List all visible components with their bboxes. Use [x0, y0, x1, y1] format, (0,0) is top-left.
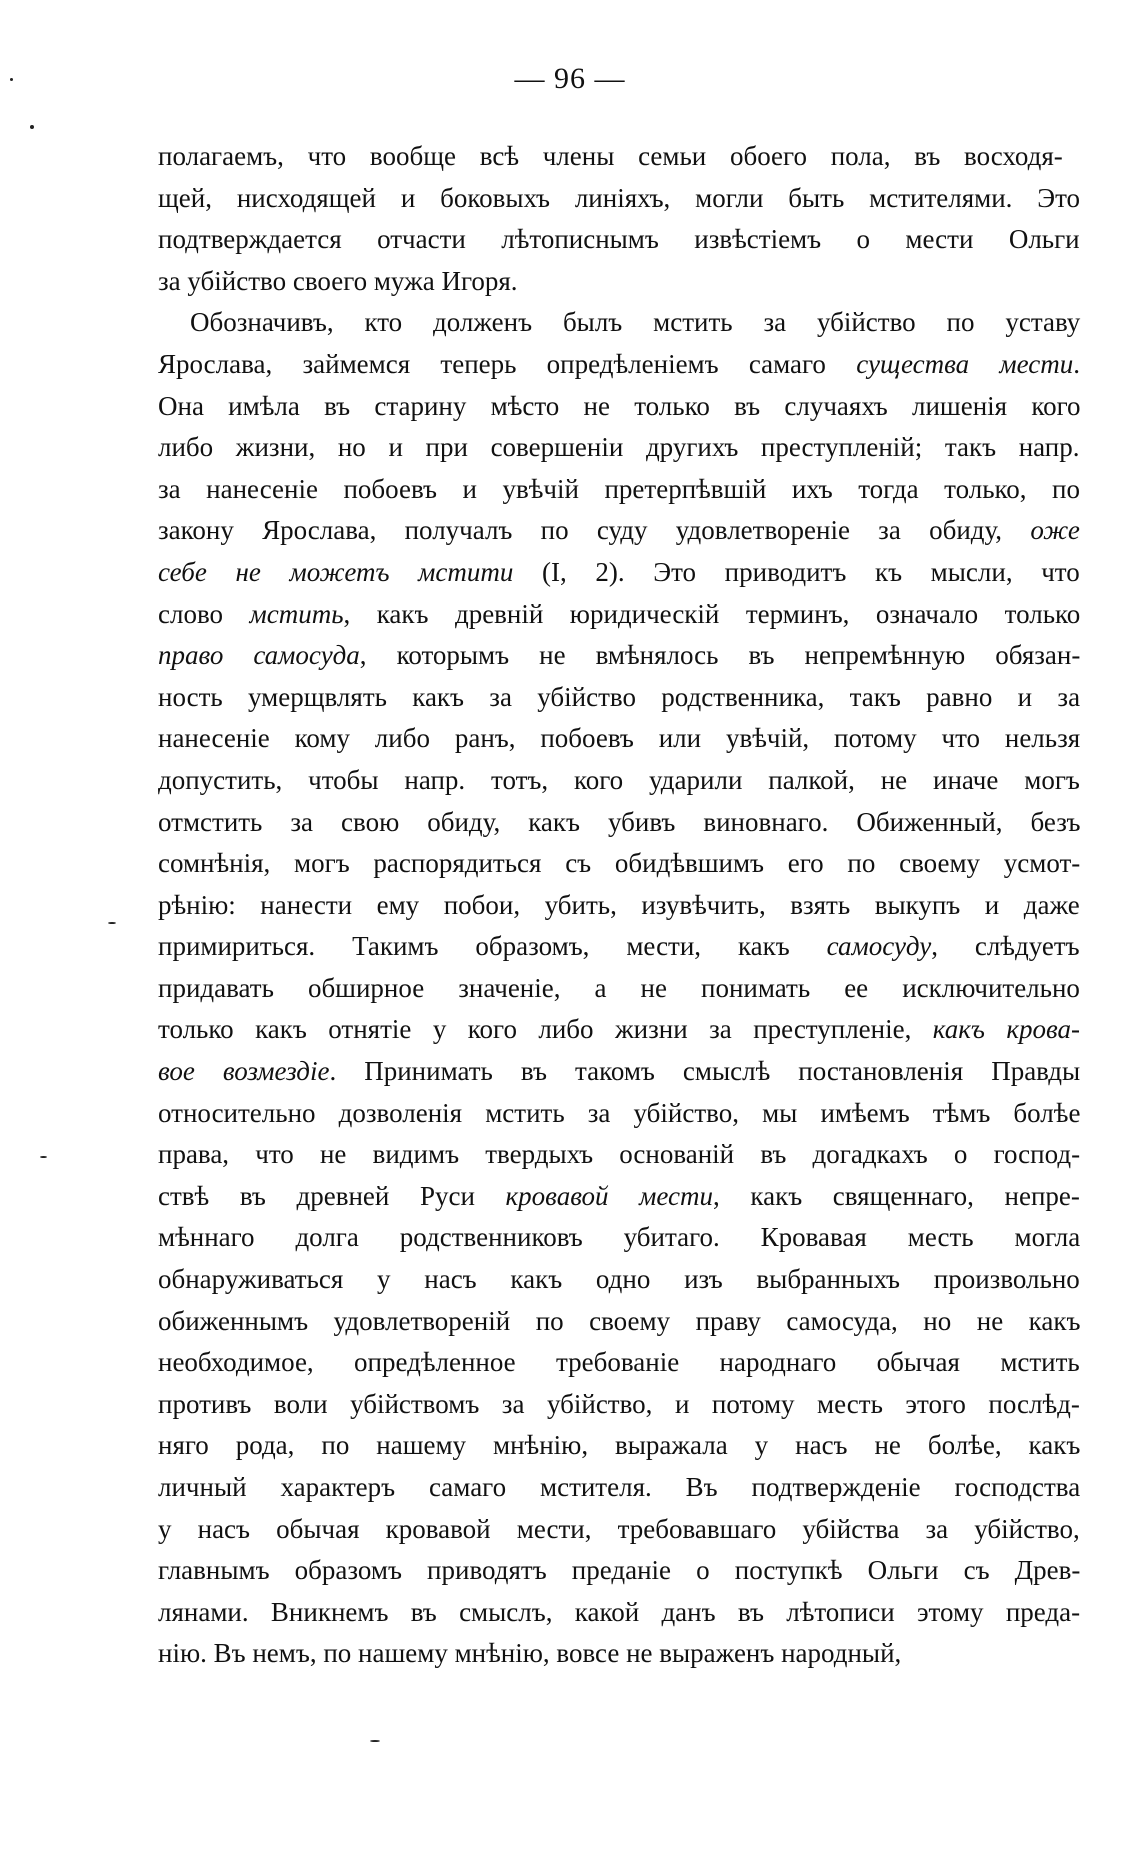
- italic-text: какъ крова-: [932, 1014, 1081, 1045]
- text-line: [158, 510, 1080, 552]
- line-content: [158, 1633, 901, 1675]
- italic-text: мстить: [249, 598, 344, 629]
- text-line: [158, 219, 1080, 261]
- text-segment: , какъ древній юридическій терминъ, означало только: [343, 598, 1081, 629]
- line-content: [158, 843, 1080, 885]
- scan-speck: [370, 1740, 380, 1742]
- line-content: [158, 594, 1080, 636]
- line-content: [158, 802, 1080, 844]
- text-segment: .: [1073, 348, 1081, 379]
- text-segment: лянами. Вникнемъ въ смыслъ, какой данъ въ лѣтописи этому преда-: [158, 1596, 1081, 1627]
- text-segment: у насъ обычая кровавой мести, требовавшаго убійства за убійство,: [158, 1513, 1080, 1544]
- line-content: [158, 469, 1080, 511]
- text-line: [158, 344, 1080, 386]
- line-content: [158, 1217, 1080, 1259]
- text-segment: придавать обширное значеніе, а не понимать ее исключительно: [158, 972, 1080, 1003]
- text-line: [158, 1592, 1080, 1634]
- text-line: [158, 552, 1080, 594]
- line-content: [158, 1051, 1080, 1093]
- text-segment: главнымъ образомъ приводятъ преданіе о поступкѣ Ольги съ Древ-: [158, 1555, 1081, 1586]
- line-content: [158, 1176, 1080, 1218]
- text-segment: примириться. Такимъ образомъ, мести, какъ: [158, 931, 827, 962]
- text-segment: мѣннаго долга родственниковъ убитаго. Кровавая месть могла: [158, 1222, 1081, 1253]
- text-line: [158, 469, 1080, 511]
- text-segment: . Принимать въ такомъ смыслѣ постановленія Правды: [329, 1056, 1081, 1087]
- text-line: [158, 968, 1080, 1010]
- text-line: [158, 926, 1080, 968]
- text-line: [158, 1134, 1080, 1176]
- text-line: [158, 1384, 1080, 1426]
- text-line: [158, 718, 1080, 760]
- text-segment: полагаемъ, что вообще всѣ члены семьи обоего пола, въ восходя-: [158, 141, 1063, 171]
- text-line: [158, 1425, 1080, 1467]
- italic-text: вое возмездіе: [158, 1056, 330, 1087]
- line-content: [158, 386, 1080, 428]
- page-number: — 96 —: [514, 62, 626, 95]
- text-segment: за убійство своего мужа Игоря.: [158, 265, 518, 296]
- line-content: [158, 178, 1080, 220]
- line-content: [158, 261, 518, 303]
- text-line: [158, 1176, 1080, 1218]
- text-segment: нію. Въ немъ, по нашему мнѣнію, вовсе не выраженъ народный,: [158, 1638, 902, 1669]
- text-segment: за нанесеніе побоевъ и увѣчій претерпѣвшій ихъ тогда только, по: [158, 473, 1081, 504]
- line-content: [190, 302, 1080, 344]
- text-segment: личный характеръ самаго мстителя. Въ подтвержденіе господства: [158, 1472, 1081, 1502]
- text-line: [158, 1633, 1080, 1675]
- text-line: [158, 261, 1080, 303]
- line-content: [158, 1550, 1080, 1592]
- line-content: [158, 1093, 1080, 1135]
- text-line: [158, 178, 1080, 220]
- scan-speck: [40, 1156, 47, 1158]
- text-segment: подтверждается отчасти лѣтописнымъ извѣстіемъ о мести Ольги: [158, 224, 1080, 255]
- italic-text: право самосуда: [158, 640, 360, 671]
- line-content: [158, 1134, 1080, 1176]
- line-content: [158, 968, 1080, 1010]
- italic-text: самосуду: [826, 931, 932, 962]
- text-line: [158, 1093, 1080, 1135]
- text-line: [158, 427, 1080, 469]
- body-text: [158, 136, 1080, 1675]
- italic-text: существа мести: [856, 348, 1074, 379]
- line-content: [158, 1384, 1080, 1426]
- text-segment: (I, 2). Это приводитъ къ мысли, что: [513, 556, 1080, 587]
- line-content: [158, 552, 1080, 594]
- text-line: [158, 1217, 1080, 1259]
- line-content: [158, 885, 1080, 927]
- text-segment: только какъ отнятіе у кого либо жизни за преступленіе,: [158, 1014, 933, 1045]
- text-segment: сомнѣнія, могъ распорядиться съ обидѣвшимъ его по своему усмот-: [158, 848, 1081, 879]
- text-segment: противъ воли убійствомъ за убійство, и потому месть этого послѣд-: [158, 1388, 1080, 1419]
- text-segment: отмстить за свою обиду, какъ убивъ виновнаго. Обиженный, безъ: [158, 806, 1081, 837]
- text-line: [158, 885, 1080, 927]
- text-segment: права, что не видимъ твердыхъ основаній въ догадкахъ о господ-: [158, 1139, 1081, 1170]
- line-content: [158, 1009, 1080, 1051]
- line-content: [158, 635, 1080, 677]
- text-segment: относительно дозволенія мстить за убійство, мы имѣемъ тѣмъ болѣе: [158, 1097, 1081, 1128]
- text-line: [158, 1509, 1080, 1551]
- text-segment: ствѣ въ древней Руси: [158, 1180, 506, 1211]
- scan-speck: [30, 125, 34, 129]
- text-line: [158, 760, 1080, 802]
- text-segment: слово: [158, 598, 250, 629]
- scan-speck: [108, 922, 116, 924]
- text-segment: , какъ священнаго, непре-: [713, 1180, 1080, 1211]
- text-line: [158, 677, 1080, 719]
- text-line: [158, 1259, 1080, 1301]
- line-content: [158, 344, 1080, 386]
- italic-text: себе не можетъ мстити: [158, 556, 514, 587]
- line-content: [158, 1467, 1080, 1509]
- text-segment: нанесеніе кому либо ранъ, побоевъ или увѣчій, потому что нельзя: [158, 723, 1081, 754]
- line-content: [158, 427, 1080, 469]
- text-line: [158, 1051, 1080, 1093]
- text-line: [158, 594, 1080, 636]
- text-segment: закону Ярослава, получалъ по суду удовлетвореніе за обиду,: [158, 515, 1031, 546]
- text-segment: няго рода, по нашему мнѣнію, выражала у насъ не болѣе, какъ: [158, 1430, 1081, 1461]
- italic-text: оже: [1030, 515, 1080, 546]
- line-content: [158, 136, 1063, 178]
- text-segment: допустить, чтобы напр. тотъ, кого ударили палкой, не иначе могъ: [158, 764, 1080, 795]
- line-content: [158, 1592, 1080, 1634]
- text-segment: обиженнымъ удовлетвореній по своему праву самосуда, но не какъ: [158, 1305, 1081, 1336]
- line-content: [158, 1301, 1080, 1343]
- text-segment: либо жизни, но и при совершеніи другихъ преступленій; такъ напр.: [158, 432, 1080, 463]
- text-line: [158, 802, 1080, 844]
- text-segment: щей, нисходящей и боковыхъ линіяхъ, могли быть мстителями. Это: [158, 182, 1081, 213]
- line-content: [158, 1509, 1080, 1551]
- text-segment: , слѣдуетъ: [931, 931, 1080, 962]
- text-line: [158, 1550, 1080, 1592]
- line-content: [158, 510, 1080, 552]
- text-segment: необходимое, опредѣленное требованіе народнаго обычая мстить: [158, 1347, 1080, 1378]
- text-line: [158, 1467, 1080, 1509]
- text-segment: ность умерщвлять какъ за убійство родственника, такъ равно и за: [158, 681, 1081, 712]
- text-line: [158, 386, 1080, 428]
- text-segment: Она имѣла въ старину мѣсто не только въ случаяхъ лишенія кого: [158, 390, 1081, 421]
- italic-text: кровавой мести: [505, 1180, 714, 1211]
- line-content: [158, 1425, 1080, 1467]
- line-content: [158, 1342, 1080, 1384]
- text-segment: Обозначивъ, кто долженъ былъ мстить за убійство по уставу: [190, 307, 1081, 338]
- text-segment: , которымъ не вмѣнялось въ непремѣнную обязан-: [359, 640, 1081, 671]
- line-content: [158, 1259, 1080, 1301]
- text-segment: рѣнію: нанести ему побои, убить, изувѣчить, взять выкупъ и даже: [158, 889, 1080, 920]
- line-content: [158, 677, 1080, 719]
- line-content: [158, 718, 1080, 760]
- line-content: [158, 926, 1080, 968]
- text-line: [158, 136, 1080, 178]
- text-line: [158, 1301, 1080, 1343]
- line-content: [158, 760, 1080, 802]
- scan-speck: [10, 78, 13, 81]
- text-line: [158, 843, 1080, 885]
- text-line: [158, 635, 1080, 677]
- text-line: [158, 1342, 1080, 1384]
- text-segment: обнаруживаться у насъ какъ одно изъ выбранныхъ произвольно: [158, 1264, 1080, 1295]
- text-line: [158, 302, 1080, 344]
- text-segment: Ярослава, займемся теперь опредѣленіемъ самаго: [158, 348, 857, 379]
- text-line: [158, 1009, 1080, 1051]
- line-content: [158, 219, 1080, 261]
